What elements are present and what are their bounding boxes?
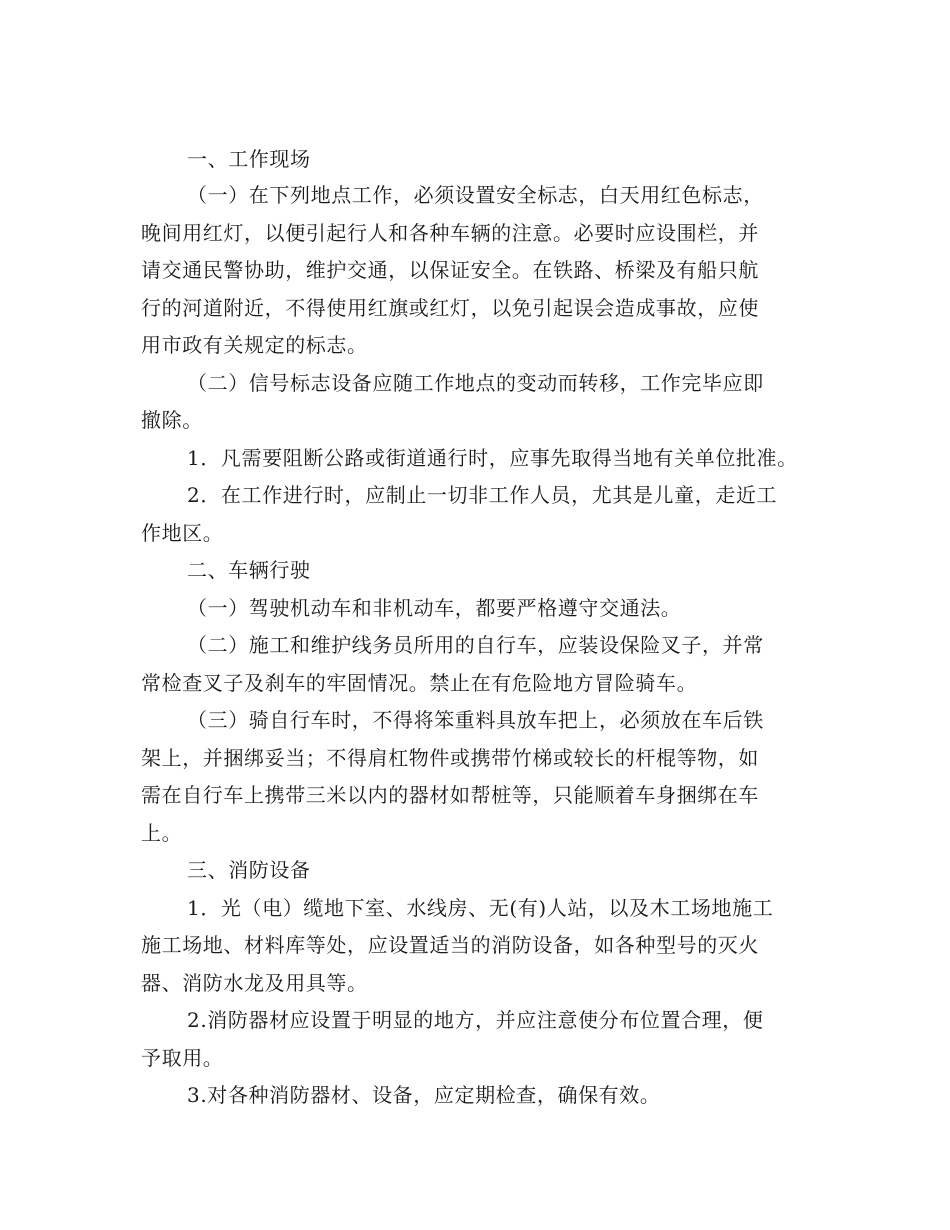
paragraph-line: 用市政有关规定的标志。	[141, 333, 368, 357]
paragraph-line: （一）驾驶机动车和非机动车，都要严格遵守交通法。	[187, 596, 682, 620]
paragraph-line: 需在自行车上携带三米以内的器材如帮桩等，只能顺着车身捆绑在车	[141, 783, 759, 807]
paragraph-line: 晚间用红灯，以便引起行人和各种车辆的注意。必要时应设围栏，并	[141, 221, 759, 245]
section-heading-fire-equipment: 三、消防设备	[187, 858, 311, 882]
paragraph-line: （二）施工和维护线务员所用的自行车，应装设保险叉子，并常	[187, 633, 764, 657]
paragraph-line: 请交通民警协助，维护交通，以保证安全。在铁路、桥梁及有船只航	[141, 258, 759, 282]
paragraph-line: 施工场地、材料库等处，应设置适当的消防设备，如各种型号的灭火	[141, 933, 759, 957]
paragraph-line: 器、消防水龙及用具等。	[141, 971, 368, 995]
paragraph-line: 作地区。	[141, 521, 224, 545]
paragraph-line: 架上，并捆绑妥当；不得肩杠物件或携带竹梯或较长的杆棍等物，如	[141, 746, 759, 770]
paragraph-line: 2．在工作进行时，应制止一切非工作人员，尤其是儿童，走近工	[187, 483, 778, 507]
paragraph-line: （三）骑自行车时，不得将笨重料具放车把上，必须放在车后铁	[187, 708, 764, 732]
paragraph-line: 撤除。	[141, 408, 203, 432]
paragraph-line: 行的河道附近，不得使用红旗或红灯，以免引起误会造成事故，应使	[141, 296, 759, 320]
paragraph-line: 1．凡需要阻断公路或街道通行时，应事先取得当地有关单位批准。	[187, 446, 798, 470]
paragraph-line: 常检查叉子及刹车的牢固情况。禁止在有危险地方冒险骑车。	[141, 671, 698, 695]
paragraph-line: （一）在下列地点工作，必须设置安全标志，白天用红色标志，	[187, 183, 764, 207]
paragraph-line: 2.消防器材应设置于明显的地方，并应注意使分布位置合理，便	[187, 1008, 764, 1032]
paragraph-line: 3.对各种消防器材、设备，应定期检查，确保有效。	[187, 1083, 661, 1107]
paragraph-line: 上。	[141, 821, 183, 845]
paragraph-line: 1．光（电）缆地下室、水线房、无(有)人站，以及木工场地施工	[187, 896, 774, 920]
section-heading-work-site: 一、工作现场	[187, 147, 311, 171]
paragraph-line: 予取用。	[141, 1046, 224, 1070]
paragraph-line: （二）信号标志设备应随工作地点的变动而转移，工作完毕应即	[187, 371, 764, 395]
section-heading-vehicle-driving: 二、车辆行驶	[187, 558, 311, 582]
